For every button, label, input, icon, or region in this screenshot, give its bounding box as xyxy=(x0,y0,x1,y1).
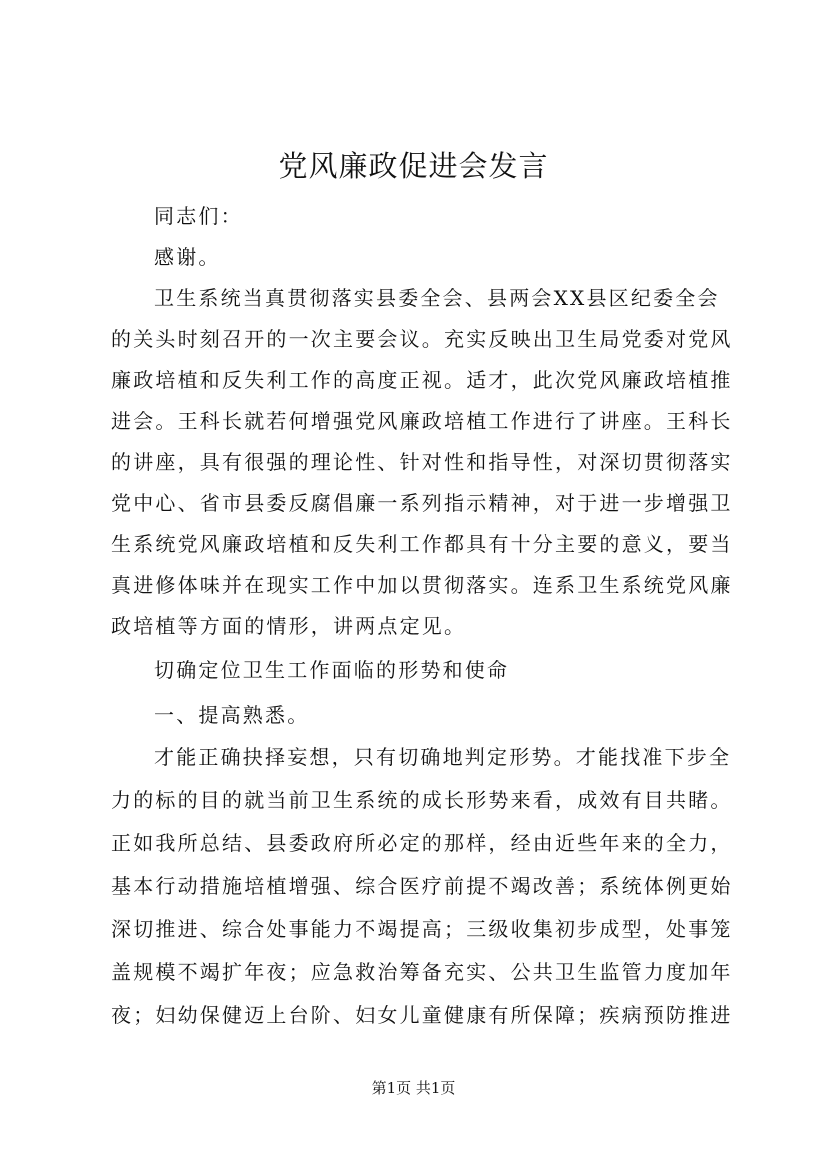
subsection-heading: 一、提高熟悉。 xyxy=(154,703,310,727)
section-heading: 切确定位卫生工作面临的形势和使命 xyxy=(154,658,510,682)
body-line: 进会。王科长就若何增强党风廉政培植工作进行了讲座。王科长 xyxy=(111,409,733,433)
body-line: 力的标的目的就当前卫生系统的成长形势来看，成效有目共睹。 xyxy=(111,788,733,812)
document-title: 党风廉政促进会发言 xyxy=(278,149,549,183)
body-line: 基本行动措施培植增强、综合医疗前提不竭改善；系统体例更始 xyxy=(111,874,733,898)
body-line: 廉政培植和反失利工作的高度正视。适才，此次党风廉政培植推 xyxy=(111,368,733,392)
body-line: 正如我所总结、县委政府所必定的那样，经由近些年来的全力， xyxy=(111,831,733,855)
body-line: 盖规模不竭扩年夜；应急救治筹备充实、公共卫生监管力度加年 xyxy=(111,960,733,984)
body-line: 真进修体味并在现实工作中加以贯彻落实。连系卫生系统党风廉 xyxy=(111,573,733,597)
body-line: 的关头时刻召开的一次主要会议。充实反映出卫生局党委对党风 xyxy=(111,327,733,351)
body-line: 生系统党风廉政培植和反失利工作都具有十分主要的意义，要当 xyxy=(111,532,733,556)
body-line: 感谢。 xyxy=(154,245,221,269)
body-line: 卫生系统当真贯彻落实县委全会、县两会XX县区纪委全会 xyxy=(154,286,720,310)
body-line: 才能正确抉择妄想，只有切确地判定形势。才能找准下步全 xyxy=(154,745,732,769)
body-line: 的讲座，具有很强的理论性、针对性和指导性，对深切贯彻落实 xyxy=(111,450,733,474)
body-line: 政培植等方面的情形，讲两点定见。 xyxy=(111,614,467,638)
page-footer: 第1页 共1页 xyxy=(371,1079,456,1097)
body-line: 深切推进、综合处事能力不竭提高；三级收集初步成型，处事笼 xyxy=(111,917,733,941)
body-line: 夜；妇幼保健迈上台阶、妇女儿童健康有所保障；疾病预防推进 xyxy=(111,1003,733,1027)
body-line: 党中心、省市县委反腐倡廉一系列指示精神，对于进一步增强卫 xyxy=(111,491,733,515)
salutation-line: 同志们： xyxy=(154,204,243,228)
